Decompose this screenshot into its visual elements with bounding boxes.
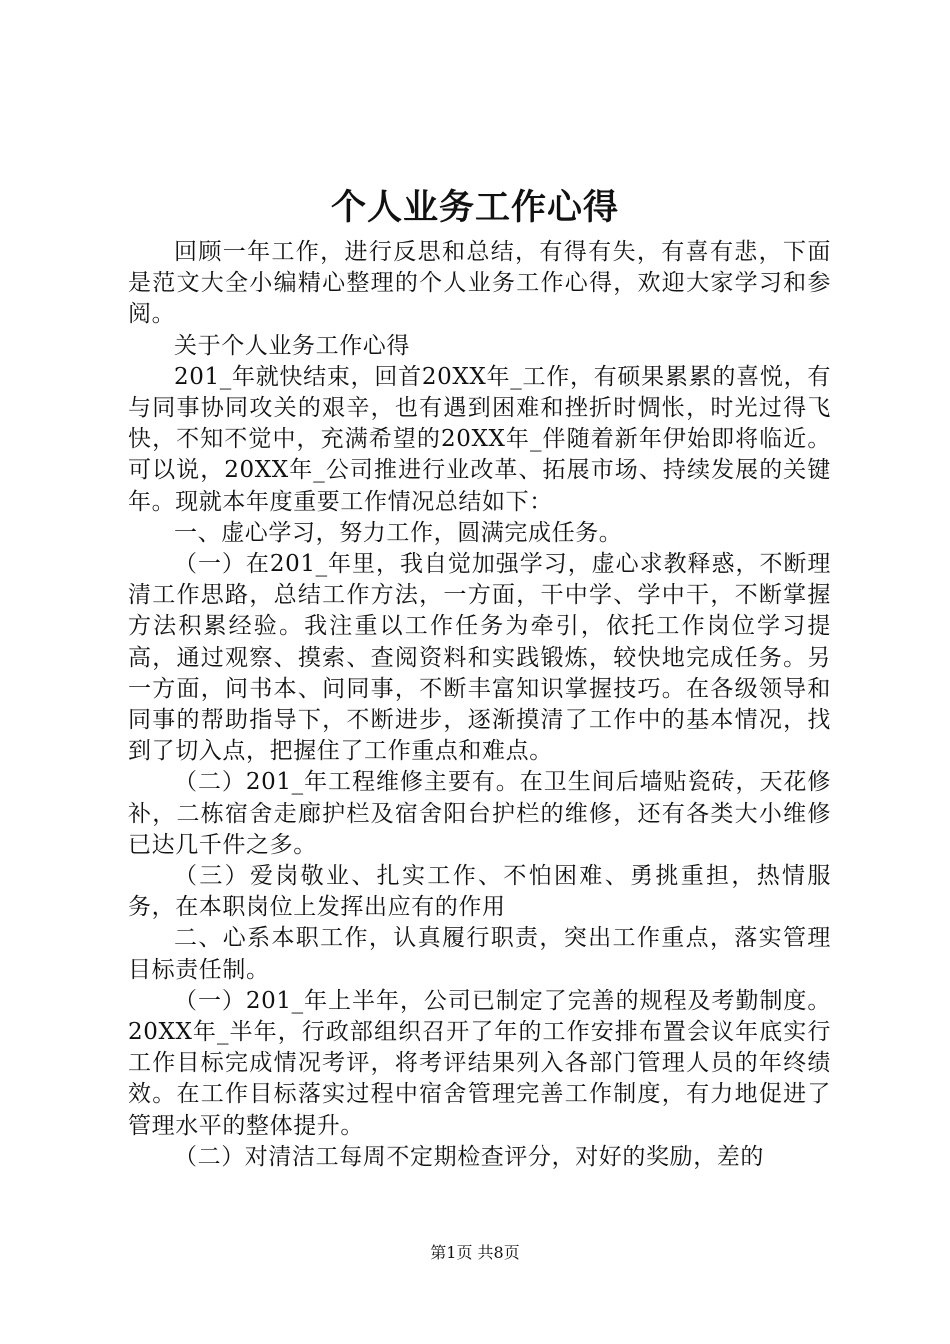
page-footer: 第1页 共8页	[430, 1243, 520, 1262]
body-paragraph: （一）201_年上半年，公司已制定了完善的规程及考勤制度。20XX年_半年，行政部组织召开了年的工作安排布置会议年底实行工作目标完成情况考评，将考评结果列入各部门管理人员的年终绩效。在工作目标落实过程中宿舍管理完善工作制度，有力地促进了管理水平的整体提升。	[128, 987, 831, 1139]
body-paragraph: （三）爱岗敬业、扎实工作、不怕困难、勇挑重担，热情服务，在本职岗位上发挥出应有的作用	[128, 863, 831, 921]
section-heading-1: 一、虚心学习，努力工作，圆满完成任务。	[174, 519, 623, 546]
body-paragraph: 201_年就快结束，回首20XX年_工作，有硕果累累的喜悦，有与同事协同攻关的艰辛，也有遇到困难和挫折时惆怅，时光过得飞快，不知不觉中，充满希望的20XX年_伴随着新年伊始即将临近。可以说，20XX年_公司推进行业改革、拓展市场、持续发展的关键年。现就本年度重要工作情况总结如下：	[128, 363, 831, 515]
section-heading-2: 二、心系本职工作，认真履行职责，突出工作重点，落实管理目标责任制。	[128, 925, 831, 983]
document-body	[128, 237, 831, 1173]
document-title: 个人业务工作心得	[330, 187, 619, 228]
intro-paragraph: 回顾一年工作，进行反思和总结，有得有失，有喜有悲，下面是范文大全小编精心整理的个人业务工作心得，欢迎大家学习和参阅。	[128, 239, 831, 328]
body-paragraph: （二）对清洁工每周不定期检查评分，对好的奖励，差的	[174, 1143, 764, 1170]
body-paragraph: （一）在201_年里，我自觉加强学习，虚心求教释惑，不断理清工作思路，总结工作方法，一方面，干中学、学中干，不断掌握方法积累经验。我注重以工作任务为牵引，依托工作岗位学习提高，通过观察、摸索、查阅资料和实践锻炼，较快地完成任务。另一方面，问书本、问同事，不断丰富知识掌握技巧。在各级领导和同事的帮助指导下，不断进步，逐渐摸清了工作中的基本情况，找到了切入点，把握住了工作重点和难点。	[128, 551, 831, 765]
section-heading: 关于个人业务工作心得	[174, 332, 410, 359]
body-paragraph: （二）201_年工程维修主要有。在卫生间后墙贴瓷砖，天花修补，二栋宿舍走廊护栏及宿舍阳台护栏的维修，还有各类大小维修已达几千件之多。	[128, 769, 831, 858]
